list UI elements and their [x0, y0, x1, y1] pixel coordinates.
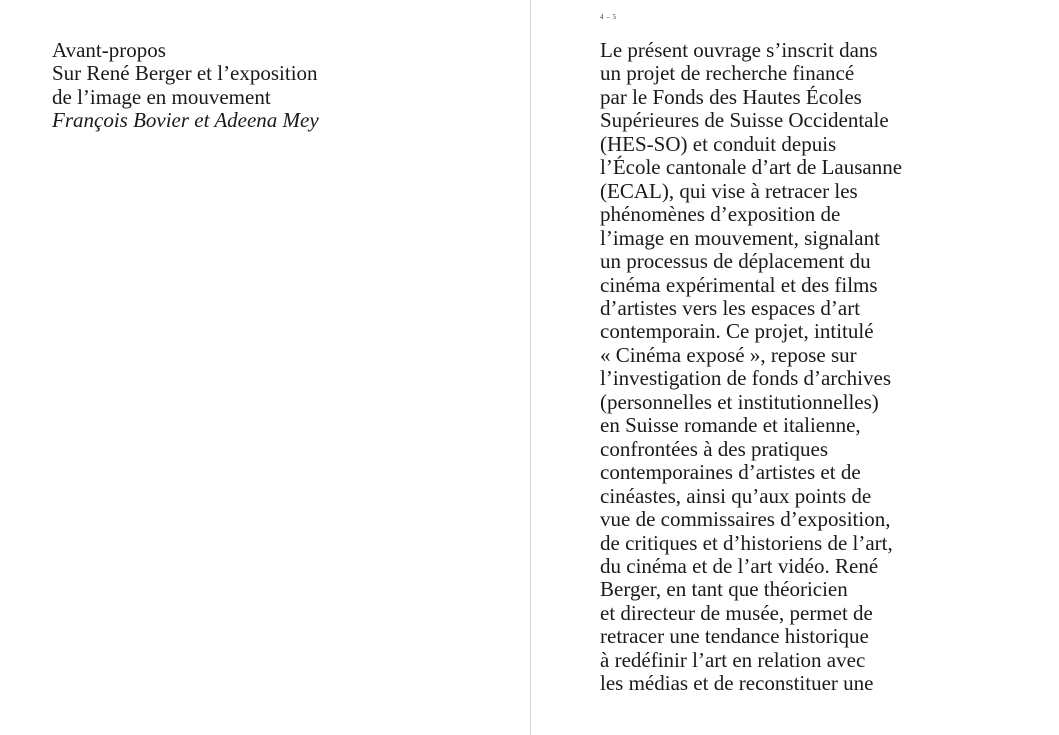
body-text-line: l’image en mouvement, signalant [600, 225, 880, 250]
body-text-line: un projet de recherche financé [600, 61, 855, 86]
body-text-line: cinéma expérimental et des films [600, 272, 878, 297]
section-label: Avant-propos [52, 38, 166, 62]
body-text-line: vue de commissaires d’exposition, [600, 507, 891, 532]
body-text-line: l’École cantonale d’art de Lausanne [600, 155, 903, 180]
page-numbers: 4 – 5 [600, 13, 617, 21]
body-text-line: du cinéma et de l’art vidéo. René [600, 553, 879, 578]
body-text-line: par le Fonds des Hautes Écoles [600, 84, 862, 109]
body-text-line: confrontées à des pratiques [600, 436, 828, 461]
body-text-line: (ECAL), qui vise à retracer les [600, 178, 858, 203]
body-text-line: retracer une tendance historique [600, 624, 869, 649]
body-text-line: Supérieures de Suisse Occidentale [600, 108, 889, 133]
right-page [531, 0, 1059, 735]
body-text-line: contemporaines d’artistes et de [600, 460, 861, 485]
body-text-line: en Suisse romande et italienne, [600, 413, 861, 438]
body-text-line: phénomènes d’exposition de [600, 202, 841, 227]
body-text-line: Le présent ouvrage s’inscrit dans [600, 38, 878, 62]
body-text-line: l’investigation de fonds d’archives [600, 366, 892, 391]
body-text [600, 39, 1040, 696]
chapter-heading [52, 39, 472, 133]
body-text-line: cinéastes, ainsi qu’aux points de [600, 483, 872, 508]
body-text-line: contemporain. Ce projet, intitulé [600, 319, 874, 344]
chapter-title-line: de l’image en mouvement [52, 84, 271, 109]
body-text-line: (personnelles et institutionnelles) [600, 389, 879, 414]
body-text-line: les médias et de reconstituer une [600, 671, 874, 696]
chapter-title-line: Sur René Berger et l’exposition [52, 61, 318, 86]
body-text-line: d’artistes vers les espaces d’art [600, 295, 861, 320]
body-text-line: à redéfinir l’art en relation avec [600, 647, 866, 672]
body-text-line: un processus de déplacement du [600, 249, 871, 274]
body-text-line: Berger, en tant que théoricien [600, 577, 848, 602]
chapter-authors: François Bovier et Adeena Mey [52, 108, 319, 133]
body-text-line: (HES-SO) et conduit depuis [600, 131, 837, 156]
body-text-line: de critiques et d’historiens de l’art, [600, 530, 893, 555]
body-text-line: « Cinéma exposé », repose sur [600, 342, 857, 367]
body-text-line: et directeur de musée, permet de [600, 600, 873, 625]
